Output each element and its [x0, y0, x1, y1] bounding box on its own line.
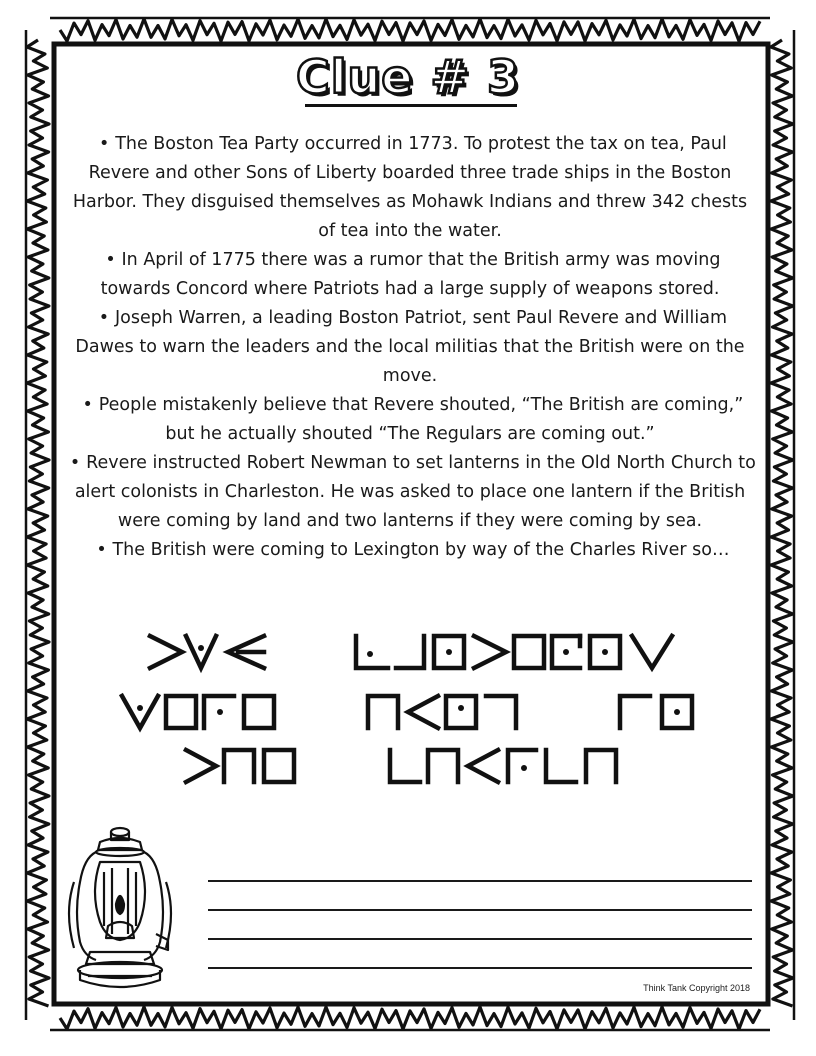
cipher-glyph — [204, 696, 234, 728]
cipher-glyph — [264, 750, 294, 782]
title-underline — [305, 104, 517, 107]
cipher-glyph — [508, 750, 536, 782]
bullet-item — [62, 536, 758, 565]
bullet-item — [62, 449, 758, 536]
bullet-dot: • — [82, 395, 93, 415]
cipher-glyph — [620, 696, 650, 728]
cipher-glyph — [434, 636, 464, 668]
cipher-glyph — [590, 636, 620, 668]
cipher-glyph — [166, 696, 196, 728]
cipher-glyph — [586, 750, 616, 782]
cipher-glyph — [546, 750, 576, 782]
copyright-text: Think Tank Copyright 2018 — [643, 983, 750, 993]
cipher-glyph — [396, 636, 424, 668]
cipher-glyph — [446, 696, 476, 728]
cipher-glyph — [428, 750, 458, 782]
cipher-glyph — [186, 636, 216, 668]
bullet-dot: • — [105, 250, 116, 270]
page-title: Clue # 3 — [295, 50, 521, 104]
bullet-text: Revere instructed Robert Newman to set lanterns in the Old North Church to alert colonists in Charleston. He was asked to place one lantern if the British were coming by land and two lanterns if they were coming by sea. — [74, 453, 756, 531]
bullet-text: In April of 1775 there was a rumor that the British army was moving towards Concord where Patriots had a large supply of weapons stored. — [100, 250, 721, 299]
cipher-glyph — [228, 636, 264, 668]
answer-line[interactable] — [208, 938, 752, 940]
bullet-text: Joseph Warren, a leading Boston Patriot, sent Paul Revere and William Dawes to warn the leaders and the local militias that the British were on the move. — [75, 308, 745, 386]
cipher-glyph — [662, 696, 692, 728]
answer-line[interactable] — [208, 967, 752, 969]
cipher-glyph — [474, 636, 506, 668]
answer-line[interactable] — [208, 909, 752, 911]
bullet-text: The British were coming to Lexington by way of the Charles River so… — [112, 540, 730, 560]
bullet-item — [62, 391, 758, 449]
cipher-glyph — [244, 696, 274, 728]
bullet-text: The Boston Tea Party occurred in 1773. To protest the tax on tea, Paul Revere and other Sons of Liberty boarded three trade ships in the Boston Harbor. They disguised themselves as Mohawk Indians and threw 342 chests of tea into the water. — [72, 134, 748, 241]
cipher-glyph — [390, 750, 420, 782]
cipher-glyph — [224, 750, 254, 782]
cipher-glyph — [632, 636, 672, 668]
clue-text — [62, 130, 758, 565]
cipher-glyph — [486, 696, 516, 728]
answer-line[interactable] — [208, 880, 752, 882]
cipher-glyph — [122, 696, 158, 728]
pigpen-cipher-message — [100, 622, 720, 792]
bullet-dot: • — [96, 540, 107, 560]
bullet-text: People mistakenly believe that Revere shouted, “The British are coming,” but he actually shouted “The Regulars are coming out.” — [98, 395, 744, 444]
cipher-glyph — [150, 636, 182, 668]
bullet-item — [62, 246, 758, 304]
bullet-item — [62, 130, 758, 246]
cipher-glyph — [408, 696, 438, 728]
bullet-dot: • — [69, 453, 81, 473]
bullet-dot: • — [99, 134, 110, 154]
cipher-glyph — [514, 636, 544, 668]
bullet-item — [62, 304, 758, 391]
cipher-glyph — [468, 750, 498, 782]
cipher-glyph — [356, 636, 388, 668]
cipher-glyph — [186, 750, 216, 782]
oil-lantern-icon — [60, 822, 190, 994]
cipher-glyph — [368, 696, 398, 728]
bullet-dot: • — [98, 308, 110, 328]
cipher-glyph — [552, 636, 580, 668]
